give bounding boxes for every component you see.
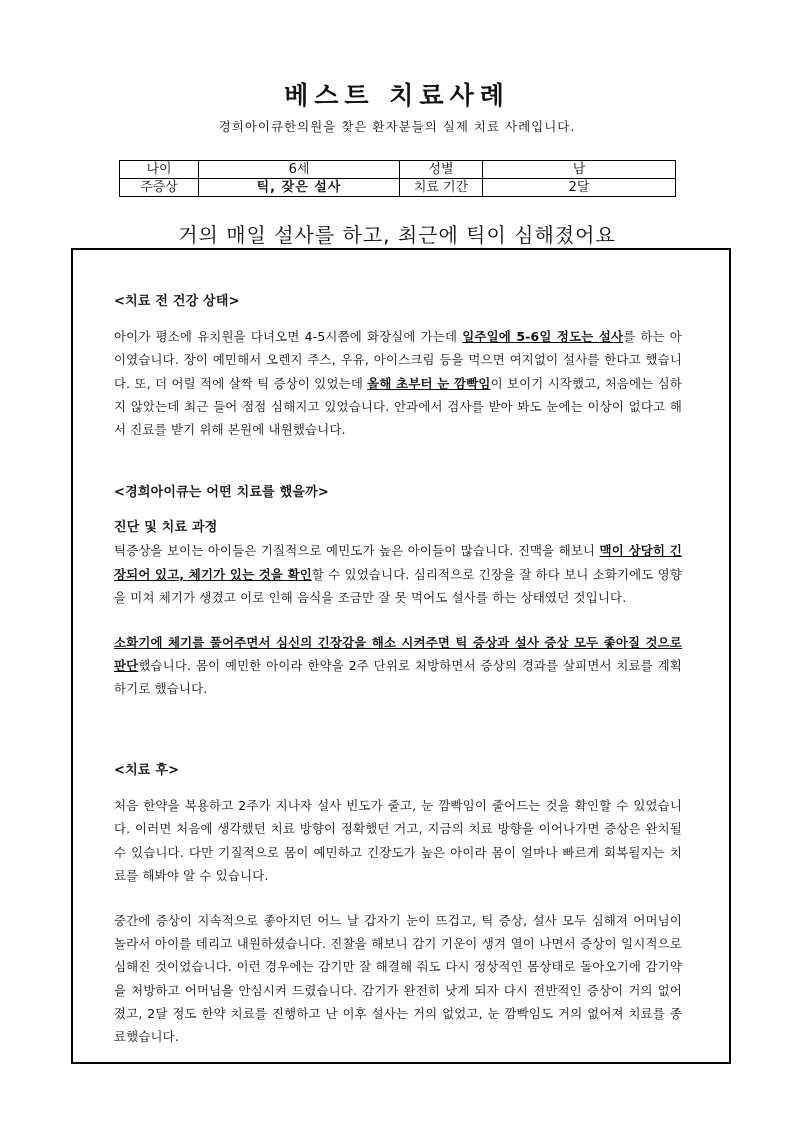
section-heading: <치료 전 건강 상태> bbox=[114, 294, 240, 309]
section-subheading: 진단 및 치료 과정 bbox=[114, 520, 218, 536]
paragraph: 처음 한약을 복용하고 2주가 지나자 설사 빈도가 줄고, 눈 깜빡임이 줄어드는 것을 확인할 수 있었습니다. 이러면 처음에 생각했던 치료 방향이 정확했던 거고, 지금의 치료 방향을 이어나가면 증상은 완치될 수 있습니다. 다만 기질적으로 몸이 예민하고 긴장도가 높은 아이라 몸이 얼마나 빠르게 회복될지는 치료를 해봐야 알 수 있습니다. bbox=[114, 798, 682, 883]
table-row bbox=[120, 179, 676, 197]
gender-value: 남 bbox=[483, 161, 676, 179]
symptom-label: 주증상 bbox=[120, 179, 199, 197]
paragraph: 틱증상을 보이는 아이들은 기질적으로 예민도가 높은 아이들이 많습니다. 진맥을 해보니 맥이 상당히 긴장되어 있고, 체기가 있는 것을 확인할 수 있었습니다. 심리적으로 긴장을 잘 하다 보니 소화기에도 영향을 미쳐 체기가 생겼고 이로 인해 음식을 조금만 잘 못 먹어도 설사를 하는 상태였던 것입니다. bbox=[114, 543, 682, 605]
symptom-value: 틱, 잦은 설사 bbox=[199, 179, 400, 197]
page-title: 베스트 치료사례 bbox=[284, 81, 510, 110]
section-heading: <경희아이큐는 어떤 치료를 했을까> bbox=[114, 485, 329, 500]
section-before-treatment bbox=[114, 290, 682, 441]
section-after-treatment bbox=[114, 759, 682, 1048]
patient-info-table bbox=[119, 160, 676, 197]
paragraph: 중간에 증상이 지속적으로 좋아지던 어느 날 갑자기 눈이 뜨겁고, 틱 증상, 설사 모두 심해져 어머님이 놀라서 아이를 데리고 내원하셨습니다. 진찰을 해보니 감기 기운이 생겨 열이 나면서 증상이 일시적으로 심해진 것이었습니다. 이런 경우에는 감기만 잘 해결해 줘도 다시 정상적인 몸상태로 돌아오기에 감기약을 처방하고 어머님을 안심시켜 드렸습니다. 감기가 완전히 낫게 되자 다시 전반적인 증상이 거의 없어졌고, 2달 정도 한약 치료를 진행하고 난 이후 설사는 거의 없었고, 눈 깜빡임도 거의 없어져 치료를 종료했습니다. bbox=[114, 913, 682, 1045]
table-row bbox=[120, 161, 676, 179]
paragraph: 소화기에 체기를 풀어주면서 심신의 긴장감을 해소 시켜주면 틱 증상과 설사 증상 모두 좋아질 것으로 판단했습니다. 몸이 예민한 아이라 한약을 2주 단위로 처방하면서 증상의 경과를 살피면서 치료를 계획하기로 했습니다. bbox=[114, 635, 682, 697]
section-treatment bbox=[114, 481, 682, 701]
case-headline: 거의 매일 설사를 하고, 최근에 틱이 심해졌어요 bbox=[178, 223, 616, 247]
paragraph: 아이가 평소에 유치원을 다녀오면 4-5시쯤에 화장실에 가는데 일주일에 5-6일 정도는 설사를 하는 아이였습니다. 장이 예민해서 오렌지 주스, 우유, 아이스크림 등을 먹으면 여지없이 설사를 한다고 했습니다. 또, 더 어릴 적에 살짝 틱 증상이 있었는데 올해 초부터 눈 깜빡임이 보이기 시작했고, 처음에는 심하지 않았는데 최근 들어 점점 심해지고 있었습니다. 안과에서 검사를 받아 봐도 눈에는 이상이 없다고 해서 진료를 받기 위해 본원에 내원했습니다. bbox=[114, 329, 682, 438]
gender-label: 성별 bbox=[400, 161, 483, 179]
age-label: 나이 bbox=[120, 161, 199, 179]
age-value: 6세 bbox=[199, 161, 400, 179]
period-label: 치료 기간 bbox=[400, 179, 483, 197]
page-subtitle: 경희아이큐한의원을 찾은 환자분들의 실제 치료 사례입니다. bbox=[218, 119, 576, 134]
section-heading: <치료 후> bbox=[114, 763, 180, 778]
period-value: 2달 bbox=[483, 179, 676, 197]
